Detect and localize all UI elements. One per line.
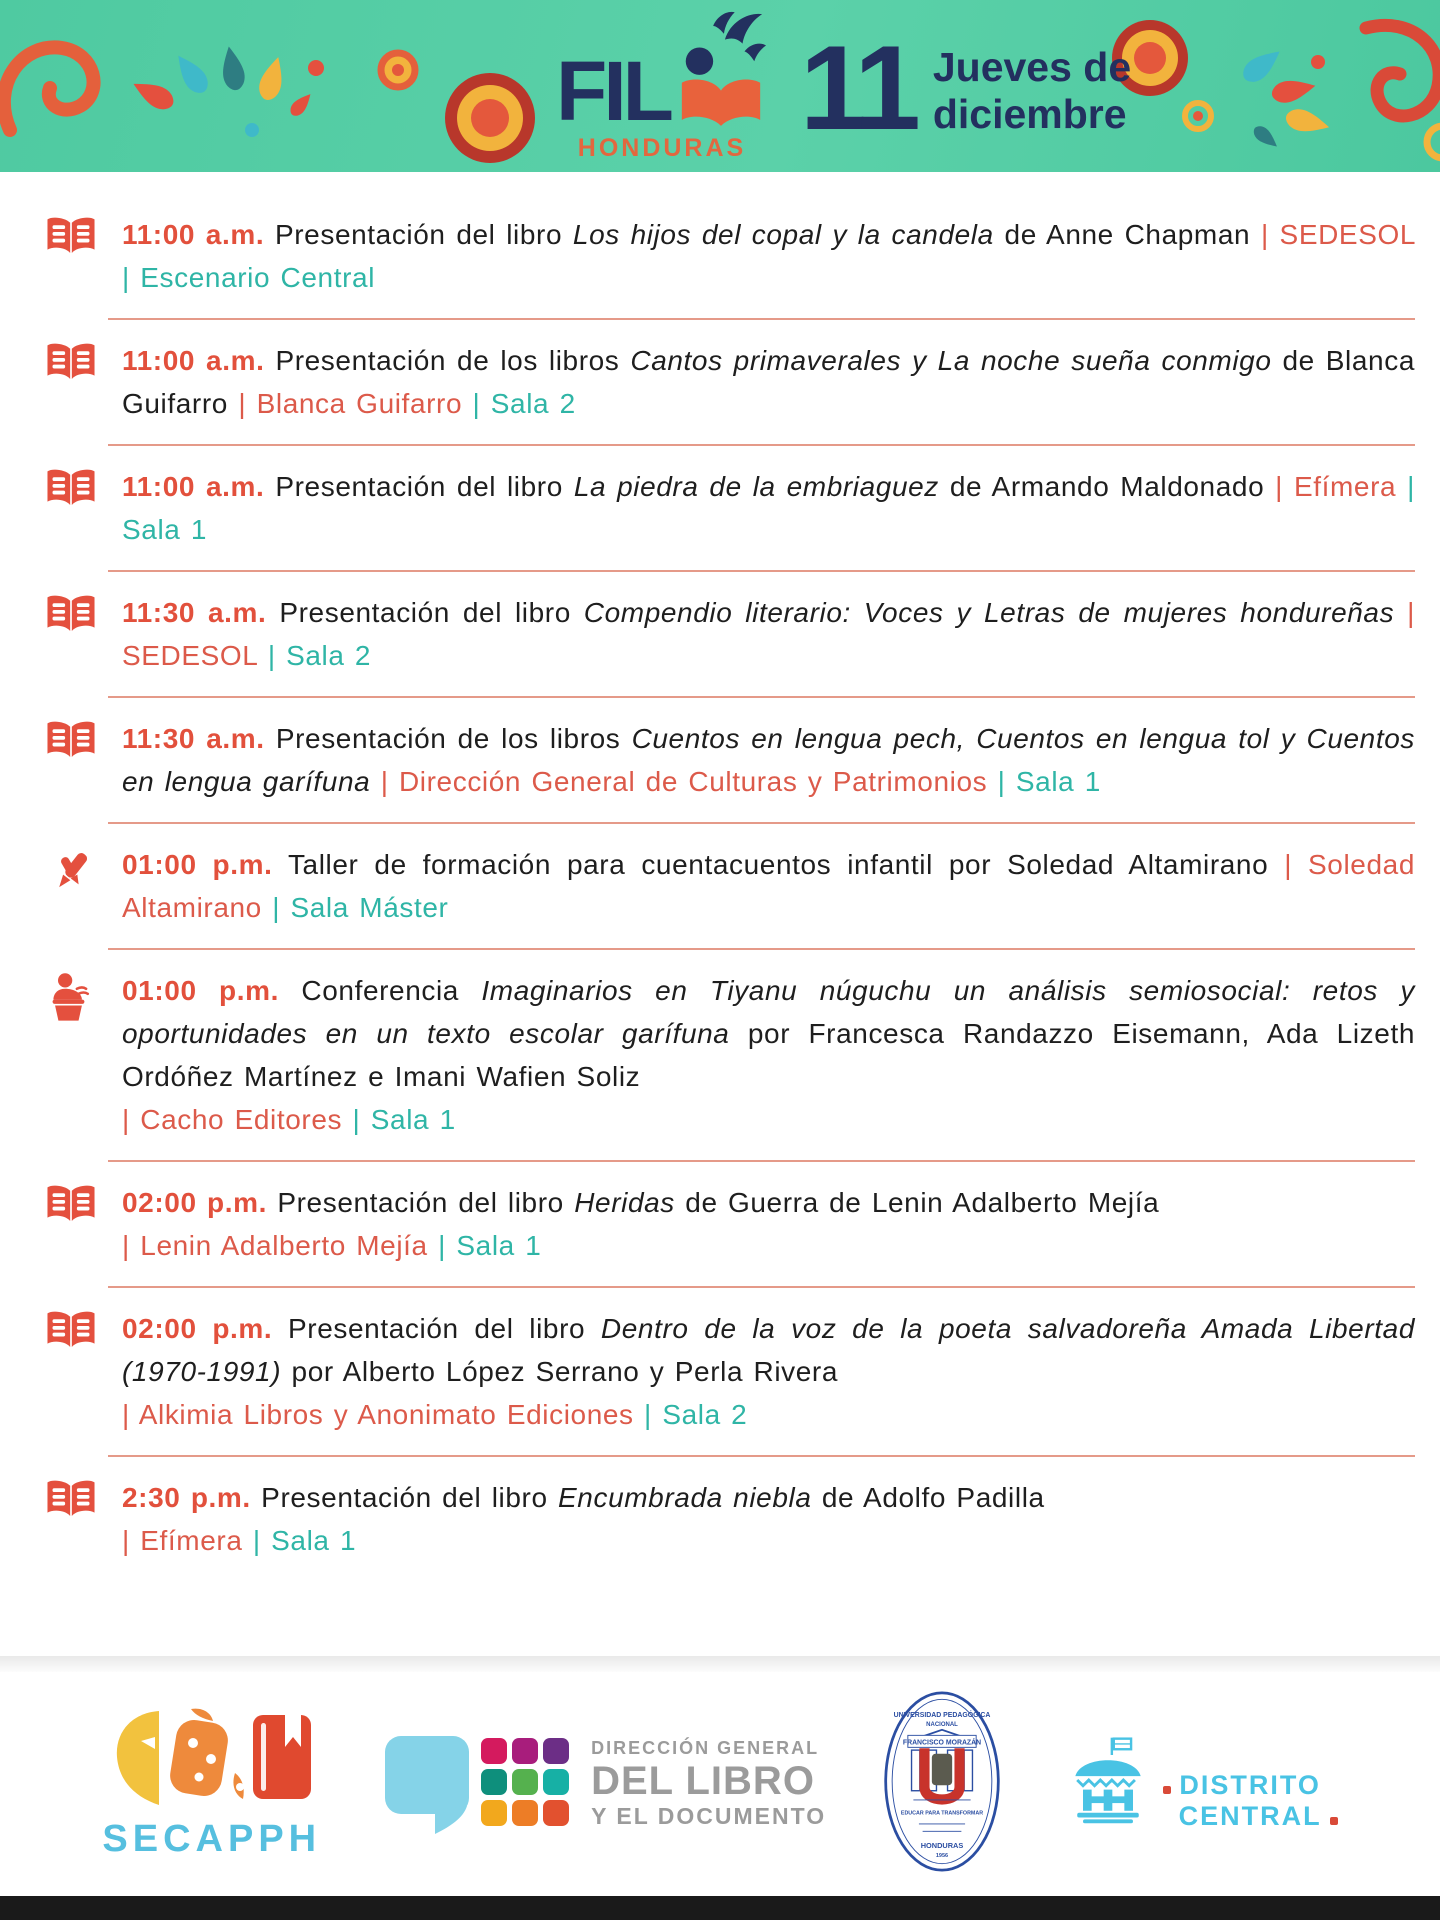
event-time: 02:00 p.m. — [122, 1313, 273, 1344]
event-description — [122, 969, 1415, 1141]
pipe-separator: | — [267, 640, 287, 671]
pipe-separator: | — [122, 1525, 141, 1556]
distrito-central-logo — [1058, 1735, 1337, 1832]
pipe-separator: | — [438, 1230, 457, 1261]
event-organizer: Alkimia Libros y Anonimato Ediciones — [138, 1399, 645, 1430]
event-row — [0, 194, 1440, 318]
svg-text:1956: 1956 — [936, 1853, 949, 1860]
event-description — [122, 1181, 1415, 1267]
event-organizer: Cacho Editores — [140, 1104, 353, 1135]
event-description — [122, 465, 1415, 551]
event-text-segment: Presentación del libro — [275, 471, 574, 502]
fil-reader-book-icon — [674, 10, 768, 132]
pipe-separator: | — [238, 388, 257, 419]
event-text-segment: de Blanca Guifarro — [122, 345, 1415, 419]
secapph-logo — [102, 1707, 321, 1861]
date-label — [933, 44, 1131, 138]
event-text-segment: de Adolfo Padilla — [811, 1482, 1045, 1513]
dgld-book-mosaic-icon — [377, 1732, 573, 1836]
event-location: Sala 1 — [1015, 766, 1101, 797]
red-dot-left — [1163, 1786, 1171, 1794]
open-book-icon — [42, 1307, 100, 1436]
book-title: Compendio literario: Voces y Letras de mujeres hondureñas — [583, 597, 1408, 628]
event-text-segment: de Guerra de Lenin Adalberto Mejía — [674, 1187, 1160, 1218]
event-description — [122, 1307, 1415, 1436]
footer-separator — [0, 1656, 1440, 1672]
book-title: Imaginarios en Tiyanu núguchu un análisis semiosocial: retos y oportunidades en un texto escolar garífuna — [122, 975, 1415, 1049]
event-row — [0, 1162, 1440, 1286]
event-description — [122, 717, 1415, 803]
event-organizer: Lenin Adalberto Mejía — [140, 1230, 439, 1261]
events-list — [0, 172, 1440, 1656]
svg-text:FRANCISCO MORAZÁN: FRANCISCO MORAZÁN — [903, 1739, 982, 1747]
open-book-icon — [42, 465, 100, 551]
date-block — [800, 21, 1132, 155]
secapph-wordmark: SECAPPH — [102, 1818, 322, 1860]
event-time: 11:00 a.m. — [122, 471, 265, 502]
event-location: Sala 1 — [122, 514, 207, 545]
target-big-left-icon — [445, 73, 535, 163]
pipe-separator: | — [122, 262, 141, 293]
book-title: Cuentos en lengua pech, Cuentos en lengua tol y Cuentos en lengua garífuna — [122, 723, 1415, 797]
day-number: 11 — [800, 21, 915, 155]
open-book-icon — [42, 591, 100, 677]
pipe-separator: | — [1407, 471, 1415, 502]
droplet-fan-left-icon — [129, 45, 324, 137]
pipe-separator: | — [997, 766, 1016, 797]
event-description — [122, 213, 1415, 299]
pipe-separator: | — [644, 1399, 663, 1430]
event-row — [0, 950, 1440, 1160]
svg-text:NACIONAL: NACIONAL — [926, 1722, 958, 1729]
event-row — [0, 1457, 1440, 1581]
pipe-separator: | — [122, 1230, 141, 1261]
pipe-separator: | — [122, 1104, 141, 1135]
event-description — [122, 1476, 1415, 1562]
book-title: Los hijos del copal y la candela — [572, 219, 994, 250]
event-text-segment: por Alberto López Serrano y Perla Rivera — [281, 1356, 839, 1387]
event-location: Escenario Central — [140, 262, 376, 293]
event-organizer: Efímera — [1293, 471, 1408, 502]
event-organizer: SEDESOL — [122, 640, 268, 671]
dgld-line-2: DEL LIBRO — [591, 1759, 815, 1803]
distrito-wordmark — [1163, 1770, 1338, 1832]
event-text-segment: Presentación del libro — [279, 597, 584, 628]
event-location: Sala 2 — [286, 640, 372, 671]
swirl-left-icon — [4, 47, 94, 130]
pipe-separator: | — [272, 892, 291, 923]
event-location: Sala 2 — [662, 1399, 748, 1430]
event-description — [122, 591, 1415, 677]
event-text-segment: Presentación del libro — [288, 1313, 601, 1344]
event-row — [0, 824, 1440, 948]
event-row — [0, 1288, 1440, 1455]
event-organizer: Dirección General de Culturas y Patrimonios — [398, 766, 998, 797]
event-text-segment: Conferencia — [301, 975, 482, 1006]
pipe-separator: | — [1407, 597, 1415, 628]
event-text-segment: de Anne Chapman — [993, 219, 1261, 250]
ring-small-left-icon — [381, 53, 415, 87]
dgld-line-3: Y EL DOCUMENTO — [591, 1803, 827, 1829]
open-book-icon — [42, 339, 100, 425]
book-title: Cantos primaverales y La noche sueña conmigo — [630, 345, 1272, 376]
pipe-separator: | — [1275, 471, 1294, 502]
event-organizer: Blanca Guifarro — [256, 388, 473, 419]
banner — [0, 0, 1440, 172]
event-time: 11:00 a.m. — [122, 345, 265, 376]
event-text-segment: por Francesca Randazzo Eisemann, Ada Lizeth Ordóñez Martínez e Imani Wafien Soliz — [122, 1018, 1415, 1092]
book-title: La piedra de la embriaguez — [573, 471, 939, 502]
event-text-segment: Presentación del libro — [261, 1482, 559, 1513]
pens-icon — [42, 843, 100, 929]
dgld-logo — [377, 1732, 826, 1836]
event-location: Sala 1 — [456, 1230, 542, 1261]
secapph-icon — [107, 1707, 317, 1811]
fil-wordmark: FIL — [556, 44, 670, 139]
open-book-icon — [42, 213, 100, 299]
event-text-segment: Presentación del libro — [277, 1187, 575, 1218]
date-line-2: diciembre — [932, 91, 1127, 138]
event-time: 02:00 p.m. — [122, 1187, 267, 1218]
event-time: 01:00 p.m. — [122, 975, 279, 1006]
upnfm-seal — [882, 1689, 1002, 1879]
event-time: 2:30 p.m. — [122, 1482, 251, 1513]
university-seal-icon — [882, 1689, 1002, 1874]
svg-text:EDUCAR PARA TRANSFORMAR: EDUCAR PARA TRANSFORMAR — [901, 1810, 984, 1817]
event-organizer: SEDESOL — [1279, 219, 1415, 250]
event-text-segment: Taller de formación para cuentacuentos infantil por Soledad Altamirano — [287, 849, 1285, 880]
svg-text:HONDURAS: HONDURAS — [920, 1840, 964, 1850]
open-book-icon — [42, 1476, 100, 1562]
event-time: 11:30 a.m. — [122, 723, 265, 754]
event-row — [0, 572, 1440, 696]
event-text-segment: de Armando Maldonado — [938, 471, 1276, 502]
event-organizer: Soledad Altamirano — [122, 849, 1415, 923]
event-row — [0, 698, 1440, 822]
book-title: Dentro de la voz de la poeta salvadoreña Amada Libertad (1970-1991) — [122, 1313, 1415, 1387]
event-row — [0, 446, 1440, 570]
pipe-separator: | — [380, 766, 399, 797]
red-dot-right — [1330, 1817, 1338, 1825]
svg-text:UNIVERSIDAD PEDAGÓGICA: UNIVERSIDAD PEDAGÓGICA — [893, 1711, 991, 1719]
pipe-separator: | — [472, 388, 491, 419]
date-line-1: Jueves de — [932, 44, 1132, 90]
pipe-separator: | — [122, 1399, 139, 1430]
event-location: Sala 2 — [490, 388, 576, 419]
event-location: Sala Máster — [290, 892, 449, 923]
speaker-icon — [42, 969, 100, 1141]
ring-edge-right-icon — [1427, 126, 1440, 158]
distrito-line-1: DISTRITO — [1179, 1770, 1321, 1801]
honduras-wordmark: HONDURAS — [577, 134, 747, 162]
swirl-right-icon — [1366, 25, 1439, 116]
footer-logos — [0, 1672, 1440, 1896]
dgld-line-1: DIRECCIÓN GENERAL — [591, 1738, 820, 1758]
event-location: Sala 1 — [370, 1104, 456, 1135]
distrito-line-2: CENTRAL — [1178, 1801, 1322, 1832]
event-description — [122, 339, 1415, 425]
pipe-separator: | — [1284, 849, 1309, 880]
event-time: 01:00 p.m. — [122, 849, 273, 880]
event-text-segment: Presentación del libro — [274, 219, 573, 250]
droplet-fan-right-icon — [1238, 43, 1331, 152]
event-text-segment: Presentación de los libros — [275, 345, 631, 376]
event-time: 11:30 a.m. — [122, 597, 267, 628]
pipe-separator: | — [252, 1525, 272, 1556]
pipe-separator: | — [352, 1104, 371, 1135]
open-book-icon — [42, 1181, 100, 1267]
bottom-bar — [0, 1896, 1440, 1920]
fil-honduras-logo — [550, 10, 774, 163]
event-row — [0, 320, 1440, 444]
ring-small-right-icon — [1185, 103, 1211, 129]
event-organizer: Efímera — [140, 1525, 253, 1556]
open-book-icon — [42, 717, 100, 803]
event-time: 11:00 a.m. — [122, 219, 265, 250]
book-title: Encumbrada niebla — [558, 1482, 812, 1513]
dgld-wordmark — [591, 1738, 826, 1830]
book-title: Heridas — [574, 1187, 675, 1218]
pipe-separator: | — [1260, 219, 1280, 250]
event-text-segment: Presentación de los libros — [275, 723, 632, 754]
gazebo-icon — [1058, 1735, 1158, 1825]
event-description — [122, 843, 1415, 929]
event-location: Sala 1 — [271, 1525, 357, 1556]
